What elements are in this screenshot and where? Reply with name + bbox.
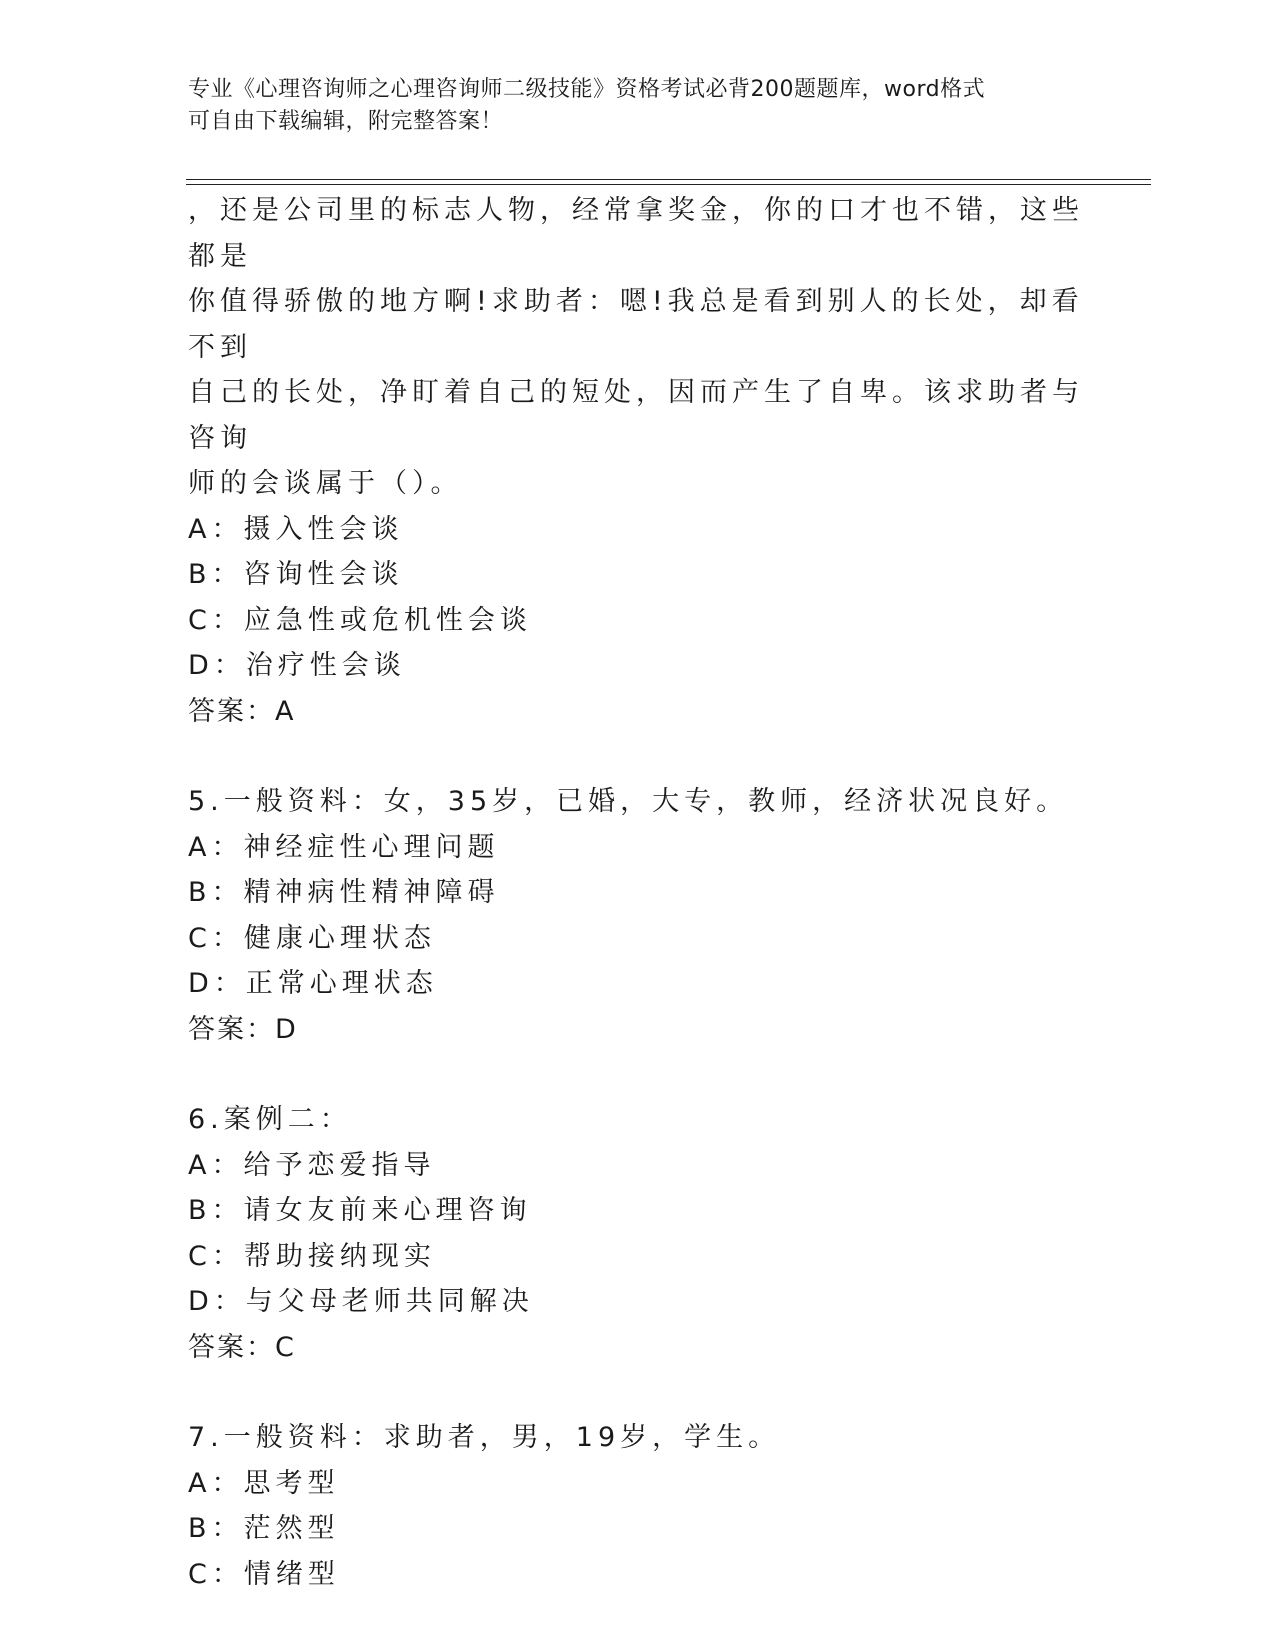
question-7-option-c: C：情绪型 bbox=[188, 1558, 340, 1590]
question-5-option-c: C：健康心理状态 bbox=[188, 922, 436, 954]
question-7-option-b: B：茫然型 bbox=[188, 1513, 340, 1544]
question-4-text-line: 你值得骄傲的地方啊!求助者：嗯!我总是看到别人的长处，却看不到 bbox=[188, 286, 1084, 363]
header-line-1: 专业《心理咨询师之心理咨询师二级技能》资格考试必背200题题库，word格式 bbox=[188, 77, 986, 102]
question-4-text-line: 自己的长处，净盯着自己的短处，因而产生了自卑。该求助者与咨询 bbox=[188, 377, 1084, 454]
question-6-option-a: A：给予恋爱指导 bbox=[188, 1149, 436, 1181]
question-6-answer: 答案：C bbox=[188, 1331, 296, 1363]
header-divider-top bbox=[186, 179, 1151, 180]
question-4-option-b: B：咨询性会谈 bbox=[188, 559, 404, 590]
question-4 bbox=[188, 188, 1088, 734]
question-5-answer: 答案：D bbox=[188, 1013, 298, 1045]
question-7-option-a: A：思考型 bbox=[188, 1467, 340, 1499]
question-6-option-d: D：与父母老师共同解决 bbox=[188, 1286, 534, 1317]
question-4-text-line: ，还是公司里的标志人物，经常拿奖金，你的口才也不错，这些都是 bbox=[188, 195, 1084, 272]
question-5-option-d: D：正常心理状态 bbox=[188, 968, 438, 999]
question-4-text-line: 师的会谈属于（）。 bbox=[188, 468, 463, 499]
question-5 bbox=[188, 779, 1088, 1052]
question-6-stem: 6.案例二： bbox=[188, 1104, 352, 1135]
header-line-2: 可自由下载编辑，附完整答案！ bbox=[188, 109, 504, 134]
question-4-option-d: D：治疗性会谈 bbox=[188, 650, 406, 681]
question-4-option-c: C：应急性或危机性会谈 bbox=[188, 604, 532, 636]
spacer bbox=[188, 1370, 1088, 1415]
question-6 bbox=[188, 1097, 1088, 1370]
question-4-option-a: A：摄入性会谈 bbox=[188, 513, 404, 545]
document-body bbox=[188, 188, 1088, 1597]
spacer bbox=[188, 734, 1088, 779]
header-divider-bottom bbox=[186, 184, 1151, 185]
document-header bbox=[188, 74, 1068, 138]
spacer bbox=[188, 1052, 1088, 1097]
question-5-option-a: A：神经症性心理问题 bbox=[188, 831, 500, 863]
question-7 bbox=[188, 1415, 1088, 1597]
question-6-option-b: B：请女友前来心理咨询 bbox=[188, 1195, 532, 1226]
question-7-stem: 7.一般资料：求助者，男，19岁，学生。 bbox=[188, 1422, 781, 1453]
question-5-stem: 5.一般资料：女，35岁，已婚，大专，教师，经济状况良好。 bbox=[188, 786, 1069, 817]
question-6-option-c: C：帮助接纳现实 bbox=[188, 1240, 436, 1272]
question-5-option-b: B：精神病性精神障碍 bbox=[188, 877, 500, 908]
question-4-answer: 答案：A bbox=[188, 695, 296, 727]
